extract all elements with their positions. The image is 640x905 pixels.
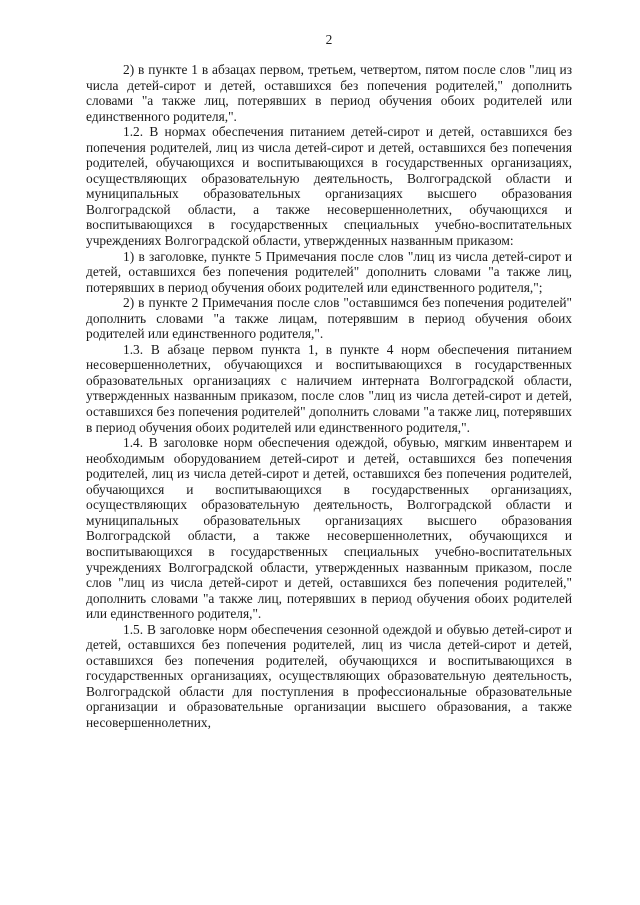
paragraph-1-2: 1.2. В нормах обеспечения питанием детей-сирот и детей, оставшихся без попечения родителей, лиц из числа детей-сирот и детей, оставшихся без попечения родителей, обучающихся и воспитывающихся в государственных организациях, осуществляющих образовательную деятельность, Волгоградской области и муниципальных образовательных организациях высшего образования Волгоградской области, а также несовершеннолетних, обучающихся и воспитывающихся в государственных специальных учебно-воспитательных учреждениях Волгоградской области, утвержденных названным приказом: xyxy=(86,124,572,249)
paragraph-item-2: 2) в пункте 1 в абзацах первом, третьем, четвертом, пятом после слов "лиц из числа детей-сирот и детей, оставшихся без попечения родителей," дополнить словами "а также лиц, потерявших в период обучения обоих родителей или единственного родителя,". xyxy=(86,62,572,124)
paragraph-1-3: 1.3. В абзаце первом пункта 1, в пункте 4 норм обеспечения питанием несовершеннолетних, обучающихся и воспитывающихся в государственных образовательных организациях с наличием интерната Волгоградской области, утвержденных названным приказом, после слов "лиц из числа детей-сирот и детей, оставшихся без попечения родителей" дополнить словами "а также лиц, потерявших в период обучения обоих родителей или единственного родителя,". xyxy=(86,341,572,435)
document-page xyxy=(86,32,572,731)
paragraph-1-2-item-1: 1) в заголовке, пункте 5 Примечания после слов "лиц из числа детей-сирот и детей, оставшихся без попечения родителей" дополнить словами "а также лиц, потерявших в период обучения обоих родителей или единственного родителя,"; xyxy=(86,248,572,295)
paragraph-1-2-item-2: 2) в пункте 2 Примечания после слов "оставшимся без попечения родителей" дополнить словами "а также лицам, потерявшим в период обучения обоих родителей или единственного родителя,". xyxy=(86,295,572,342)
paragraph-1-5: 1.5. В заголовке норм обеспечения сезонной одеждой и обувью детей-сирот и детей, оставшихся без попечения родителей, лиц из числа детей-сирот и детей, оставшихся без попечения родителей, обучающихся и воспитывающихся в государственных организациях, осуществляющих образовательную деятельность, Волгоградской области для поступления в профессиональные образовательные организации и образовательные организации высшего образования, а также несовершеннолетних, xyxy=(86,621,572,730)
paragraph-1-4: 1.4. В заголовке норм обеспечения одеждой, обувью, мягким инвентарем и необходимым оборудованием детей-сирот и детей, оставшихся без попечения родителей, лиц из числа детей-сирот и детей, оставшихся без попечения родителей, обучающихся и воспитывающихся в государственных организациях, осуществляющих образовательную деятельность, Волгоградской области и муниципальных образовательных организациях высшего образования Волгоградской области, а также несовершеннолетних, обучающихся и воспитывающихся в государственных специальных учебно-воспитательных учреждениях Волгоградской области, утвержденных названным приказом, после слов "лиц из числа детей-сирот и детей, оставшихся без попечения родителей," дополнить словами "а также лиц, потерявших в период обучения обоих родителей или единственного родителя,". xyxy=(86,435,572,622)
page-number: 2 xyxy=(325,32,333,47)
